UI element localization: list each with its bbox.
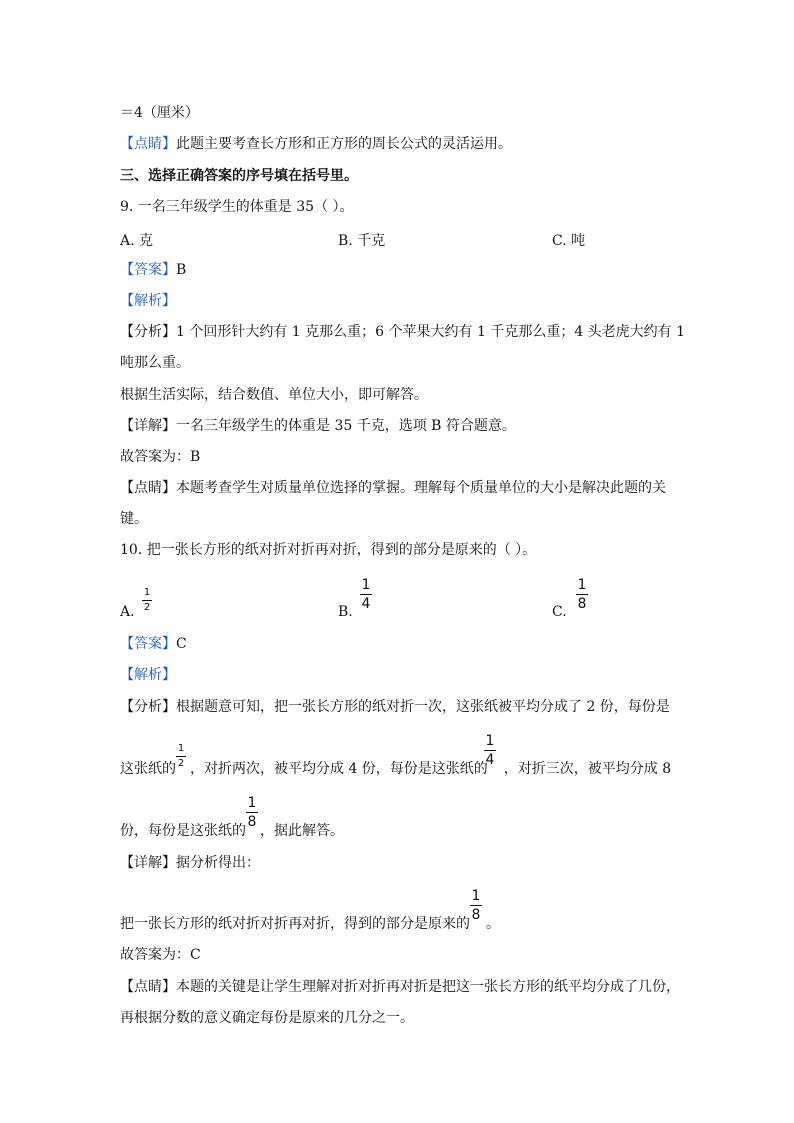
- denominator: 4: [485, 752, 495, 768]
- fraction-quarter-inline: [484, 734, 496, 767]
- denominator: 4: [361, 596, 371, 612]
- q10-option-b-label: B.: [338, 604, 353, 620]
- answer-value: C: [176, 636, 187, 652]
- q10-analysis-tag: 【解析】: [120, 667, 176, 683]
- fenxi-text-b: ，对折两次，被平均分成 4 份，每份是这张纸的: [190, 761, 488, 777]
- point-tag: 【点睛】: [120, 480, 176, 496]
- point-tag: 【点睛】: [120, 979, 176, 995]
- fenxi-text-c: ，对折三次，被平均分成 8: [503, 761, 672, 777]
- q10-option-a-fraction: [142, 588, 152, 613]
- q9-option-c: C. 吨: [552, 233, 586, 249]
- denominator: 2: [177, 758, 185, 769]
- q9-fenxi-line-3: 根据生活实际，结合数值、单位大小，即可解答。: [120, 387, 428, 403]
- fenxi-text: 根据题意可知，把一张长方形的纸对折一次，这张纸被平均分成了 2 份，每份是: [176, 699, 670, 715]
- prev-point-line: [120, 135, 512, 153]
- numerator: 1: [485, 733, 495, 749]
- point-tag: 【点睛】: [120, 136, 176, 152]
- q9-point-line-1: [120, 479, 666, 497]
- point-text: 本题的关键是让学生理解对折对折再对折是把这一张长方形的纸平均分成了几份，: [176, 979, 680, 995]
- q9-option-b: B. 千克: [338, 233, 386, 249]
- detail-text-b: 。: [486, 916, 500, 932]
- q10-point-line-1: [120, 978, 680, 996]
- numerator: 1: [247, 795, 257, 811]
- q9-analysis-tag: 【解析】: [120, 293, 176, 309]
- fenxi-text: 1 个回形针大约有 1 克那么重；6 个苹果大约有 1 千克那么重；4 头老虎大约有 1: [176, 324, 686, 340]
- numerator: 1: [471, 888, 481, 904]
- point-text: 此题主要考查长方形和正方形的周长公式的灵活运用。: [176, 136, 512, 152]
- fenxi-text-a: 这张纸的: [120, 761, 176, 777]
- fenxi-tag: 【分析】: [120, 699, 176, 715]
- detail-tag: 【详解】: [120, 855, 176, 871]
- detail-text: 据分析得出：: [176, 855, 260, 871]
- fenxi-text-a: 份，每份是这张纸的: [120, 823, 246, 839]
- q10-fenxi-line-2: [120, 760, 671, 778]
- q9-answer-line: [120, 261, 186, 279]
- q9-point-line-2: 键。: [120, 511, 148, 527]
- answer-tag: 【答案】: [120, 262, 176, 278]
- denominator: 8: [577, 596, 587, 612]
- numerator: 1: [361, 577, 371, 593]
- point-text: 本题考查学生对质量单位选择的掌握。理解每个质量单位的大小是解决此题的关: [176, 480, 666, 496]
- denominator: 8: [471, 907, 481, 923]
- q9-fenxi-line-2: 吨那么重。: [120, 355, 190, 371]
- q10-option-c-fraction: [576, 578, 588, 611]
- q9-detail-line: [120, 417, 516, 435]
- fraction-half-inline: [176, 744, 186, 769]
- detail-text: 一名三年级学生的体重是 35 千克，选项 B 符合题意。: [176, 418, 516, 434]
- q10-detail-line: [120, 854, 260, 872]
- detail-tag: 【详解】: [120, 418, 176, 434]
- q10-final-answer: 故答案为：C: [120, 947, 201, 963]
- q10-option-a-label: A.: [120, 604, 135, 620]
- numerator: 1: [143, 587, 151, 598]
- numerator: 1: [577, 577, 587, 593]
- q10-detail-line-2: [120, 915, 500, 933]
- section-heading: 三、选择正确答案的序号填在括号里。: [120, 168, 358, 184]
- detail-text-a: 把一张长方形的纸对折对折再对折，得到的部分是原来的: [120, 916, 470, 932]
- q10-option-b-fraction: [360, 578, 372, 611]
- answer-tag: 【答案】: [120, 636, 176, 652]
- fenxi-tag: 【分析】: [120, 324, 176, 340]
- question-9: 9. 一名三年级学生的体重是 35（ ）。: [120, 199, 354, 215]
- numerator: 1: [177, 743, 185, 754]
- q10-fenxi-line-3: [120, 822, 344, 840]
- q10-answer-line: [120, 635, 187, 653]
- q10-fenxi-line-1: [120, 698, 670, 716]
- q10-point-line-2: 再根据分数的意义确定每份是原来的几分之一。: [120, 1010, 414, 1026]
- fenxi-text-b: ，据此解答。: [260, 823, 344, 839]
- question-10: 10. 把一张长方形的纸对折对折再对折，得到的部分是原来的（ ）。: [120, 542, 537, 558]
- denominator: 2: [143, 602, 151, 613]
- denominator: 8: [247, 814, 257, 830]
- fraction-eighth-inline: [246, 796, 258, 829]
- prev-result-line: ＝4（厘米）: [120, 105, 199, 121]
- q10-option-c-label: C.: [552, 604, 567, 620]
- q9-fenxi-line-1: [120, 323, 685, 341]
- q9-final-answer: 故答案为：B: [120, 449, 201, 465]
- fraction-eighth-detail: [470, 889, 482, 922]
- answer-value: B: [176, 262, 187, 278]
- q9-option-a: A. 克: [120, 233, 154, 249]
